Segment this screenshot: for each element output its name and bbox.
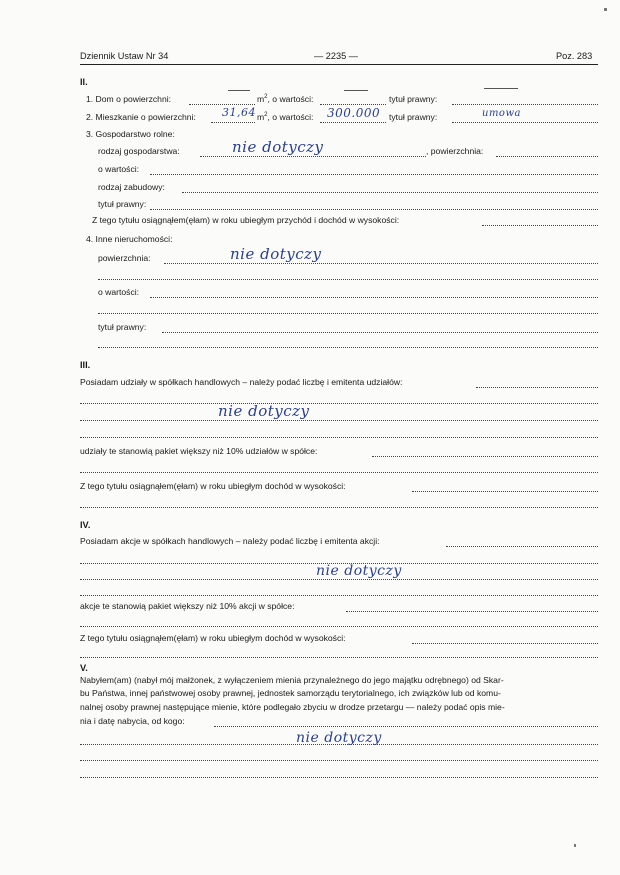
other-area-label: powierzchnia:	[98, 253, 151, 263]
farm-area-field[interactable]	[496, 156, 598, 157]
acquisition-field[interactable]	[214, 726, 598, 727]
shares-income-label: Z tego tytułu osiągnąłem(ęłam) w roku ubiegłym dochód w wysokości:	[80, 481, 346, 491]
shares-package-label: udziały te stanowią pakiet większy niż 10% udziałów w spółce:	[80, 446, 318, 456]
farm-label: 3. Gospodarstwo rolne:	[86, 129, 175, 139]
acquisition-text-line-2: bu Państwa, innej państwowej osoby prawnej, jednostek samorządu terytorialnego, ich związków lub od komu-	[80, 688, 501, 698]
house-value-field[interactable]	[320, 104, 386, 105]
flat-title-handwriting: umowa	[482, 108, 521, 119]
farm-income-label: Z tego tytułu osiągnąłem(ęłam) w roku ubiegłym przychód i dochód w wysokości:	[92, 215, 400, 225]
farm-title-label: tytuł prawny:	[98, 199, 147, 209]
shares-income-field[interactable]	[412, 491, 598, 492]
section-iv-heading: IV.	[80, 520, 91, 530]
stocks-package-field-2[interactable]	[80, 626, 598, 627]
other-area-field[interactable]	[164, 263, 598, 264]
stocks-income-field[interactable]	[412, 643, 598, 644]
stocks-field-3[interactable]	[80, 579, 598, 580]
stocks-package-field[interactable]	[346, 611, 598, 612]
house-value-dash	[344, 90, 368, 91]
house-area-dash	[228, 90, 250, 91]
position-number: Poz. 283	[556, 51, 593, 61]
acquisition-field-4[interactable]	[80, 777, 598, 778]
shares-field-4[interactable]	[80, 437, 598, 438]
flat-area-handwriting: 31,64	[222, 106, 256, 119]
shares-package-field-2[interactable]	[80, 472, 598, 473]
farm-type-field[interactable]	[200, 156, 426, 157]
farm-area-label: , powierzchnia:	[426, 146, 484, 156]
farm-handwriting: nie dotyczy	[232, 138, 324, 156]
other-value-field-2[interactable]	[98, 313, 598, 314]
acquisition-handwriting: nie dotyczy	[296, 730, 382, 746]
shares-label: Posiadam udziały w spółkach handlowych – należy podać liczbę i emitenta udziałów:	[80, 377, 403, 387]
other-title-field[interactable]	[162, 332, 598, 333]
house-title-dash	[484, 88, 518, 89]
shares-income-field-2[interactable]	[80, 507, 598, 508]
farm-title-field[interactable]	[150, 209, 598, 210]
shares-field[interactable]	[476, 387, 598, 388]
scan-speck	[574, 844, 576, 847]
flat-value-field[interactable]	[320, 122, 386, 123]
farm-building-field[interactable]	[182, 192, 598, 193]
stocks-income-field-2[interactable]	[80, 657, 598, 658]
scan-speck-top	[604, 8, 607, 11]
flat-title-field[interactable]	[452, 122, 598, 123]
shares-package-field[interactable]	[372, 456, 598, 457]
house-area-label: 1. Dom o powierzchni:	[86, 94, 172, 104]
other-title-field-2[interactable]	[98, 347, 598, 348]
farm-value-label: o wartości:	[98, 164, 140, 174]
farm-income-field[interactable]	[482, 225, 598, 226]
shares-field-3[interactable]	[80, 420, 598, 421]
stocks-field[interactable]	[446, 546, 598, 547]
acquisition-text-line-4: nia i datę nabycia, od kogo:	[80, 716, 185, 726]
acquisition-field-3[interactable]	[80, 760, 598, 761]
stocks-package-label: akcje te stanowią pakiet większy niż 10% akcji w spółce:	[80, 601, 295, 611]
stocks-income-label: Z tego tytułu osiągnąłem(ęłam) w roku ubiegłym dochód w wysokości:	[80, 633, 346, 643]
section-v-heading: V.	[80, 663, 88, 673]
page-number: — 2235 —	[314, 51, 358, 61]
acquisition-text-line-1: Nabyłem(am) (nabył mój małżonek, z wyłączeniem mienia przynależnego do jego majątku odrębnego) od Skar-	[80, 675, 504, 685]
other-title-label: tytuł prawny:	[98, 322, 147, 332]
other-area-field-2[interactable]	[98, 279, 598, 280]
section-ii-heading: II.	[80, 77, 88, 87]
other-property-handwriting: nie dotyczy	[230, 245, 322, 263]
shares-handwriting: nie dotyczy	[218, 402, 310, 420]
farm-type-label: rodzaj gospodarstwa:	[98, 146, 180, 156]
flat-unit: $m^2$, o wartości:	[257, 112, 314, 122]
stocks-field-4[interactable]	[80, 595, 598, 596]
journal-title: Dziennik Ustaw Nr 34	[80, 51, 169, 61]
house-title-field[interactable]	[452, 104, 598, 105]
acquisition-text-line-3: nalnej osoby prawnej następujące mienie, które podlegało zbyciu w drodze przetargu — należy podać opis mie-	[80, 702, 505, 712]
house-area-field[interactable]	[189, 104, 255, 105]
other-value-field[interactable]	[150, 297, 598, 298]
other-value-label: o wartości:	[98, 287, 140, 297]
section-iii-heading: III.	[80, 360, 91, 370]
farm-value-field[interactable]	[150, 174, 598, 175]
flat-title-label: tytuł prawny:	[389, 112, 438, 122]
shares-field-2[interactable]	[80, 403, 598, 404]
house-title-label: tytuł prawny:	[389, 94, 438, 104]
header-rule	[80, 64, 598, 65]
stocks-label: Posiadam akcje w spółkach handlowych – należy podać liczbę i emitenta akcji:	[80, 536, 380, 546]
flat-area-field[interactable]	[211, 122, 255, 123]
farm-building-label: rodzaj zabudowy:	[98, 182, 165, 192]
house-unit: $m^2$, o wartości:	[257, 94, 314, 104]
other-property-label: 4. Inne nieruchomości:	[86, 234, 173, 244]
stocks-handwriting: nie dotyczy	[316, 563, 402, 579]
flat-value-handwriting: 300.000	[327, 106, 381, 120]
flat-area-label: 2. Mieszkanie o powierzchni:	[86, 112, 196, 122]
